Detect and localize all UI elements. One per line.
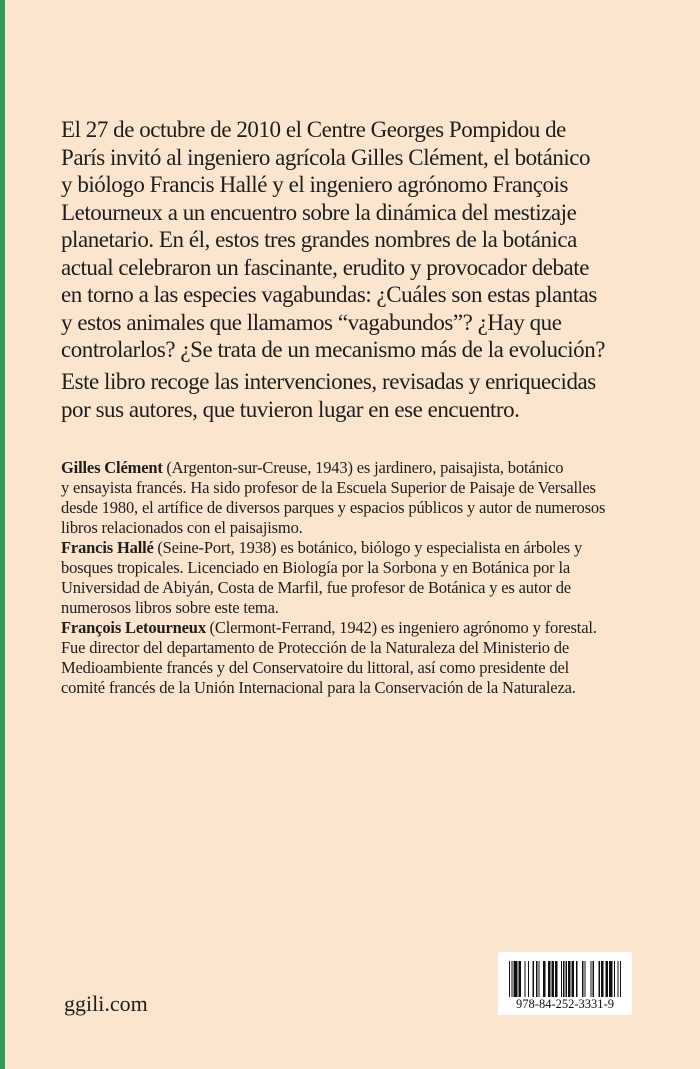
text-line: actual celebraron un fascinante, erudito y provocador debate — [61, 254, 589, 280]
text-line: comité francés de la Unión Internacional para la Conservación de la Naturaleza. — [61, 678, 576, 697]
bio-francois-letourneux — [61, 618, 605, 698]
bio-text: (Argenton-sur-Creuse, 1943) es jardinero, paisajista, botánico — [166, 458, 564, 477]
text-line: Medioambiente francés y del Conservatoire du littoral, así como presidente del — [61, 658, 570, 677]
bio-text: (Seine-Port, 1938) es botánico, biólogo y especialista en árboles y — [157, 538, 583, 557]
text-line: París invitó al ingeniero agrícola Gilles Clément, el botánico — [61, 144, 591, 170]
text-line: controlarlos? ¿Se trata de un mecanismo más de la evolución? — [61, 337, 605, 362]
bio-gilles-clement — [61, 458, 605, 538]
author-bios — [61, 458, 605, 698]
text-line: planetario. En él, estos tres grandes nombres de la botánica — [61, 227, 577, 252]
barcode — [498, 952, 632, 1015]
text-line: libros relacionados con el paisajismo. — [61, 518, 303, 537]
spine-stripe — [0, 0, 5, 1069]
text-line: en torno a las especies vagabundas: ¿Cuáles son estas plantas — [61, 282, 597, 307]
synopsis-paragraph-2 — [61, 368, 596, 423]
text-line — [61, 618, 605, 638]
text-line: Este libro recoge las intervenciones, revisadas y enriquecidas — [61, 369, 596, 394]
text-line — [61, 538, 605, 558]
author-name: Francis Hallé — [61, 538, 154, 557]
publisher-website: ggili.com — [64, 991, 148, 1016]
text-line: Letourneux a un encuentro sobre la dinámica del mestizaje — [61, 199, 577, 225]
text-line: y estos animales que llamamos “vagabundos”? ¿Hay que — [61, 309, 562, 335]
bio-francis-halle — [61, 538, 605, 618]
text-line: El 27 de octubre de 2010 el Centre Georges Pompidou de — [61, 117, 566, 142]
text-line: por sus autores, que tuvieron lugar en ese encuentro. — [61, 396, 520, 422]
bio-text: (Clermont-Ferrand, 1942) es ingeniero agrónomo y forestal. — [209, 618, 597, 637]
text-line: bosques tropicales. Licenciado en Biología por la Sorbona y en Botánica por la — [61, 558, 571, 577]
text-line — [61, 458, 605, 478]
text-line: Universidad de Abiyán, Costa de Marfil, fue profesor de Botánica y es autor de — [61, 578, 571, 597]
text-line: y ensayista francés. Ha sido profesor de la Escuela Superior de Paisaje de Versalles — [61, 478, 596, 497]
text-line: Fue director del departamento de Protección de la Naturaleza del Ministerio de — [61, 638, 570, 657]
text-line: numerosos libros sobre este tema. — [61, 598, 279, 617]
isbn-number: 978-84-252-3331-9 — [516, 997, 614, 1011]
text-line: y biólogo Francis Hallé y el ingeniero agrónomo François — [61, 172, 568, 197]
author-name: Gilles Clément — [61, 458, 163, 477]
text-line: desde 1980, el artífice de diversos parques y espacios públicos y autor de numerosos — [61, 498, 606, 517]
synopsis-paragraph-1 — [61, 116, 605, 364]
barcode-bars — [509, 961, 621, 997]
author-name: François Letourneux — [61, 618, 206, 637]
